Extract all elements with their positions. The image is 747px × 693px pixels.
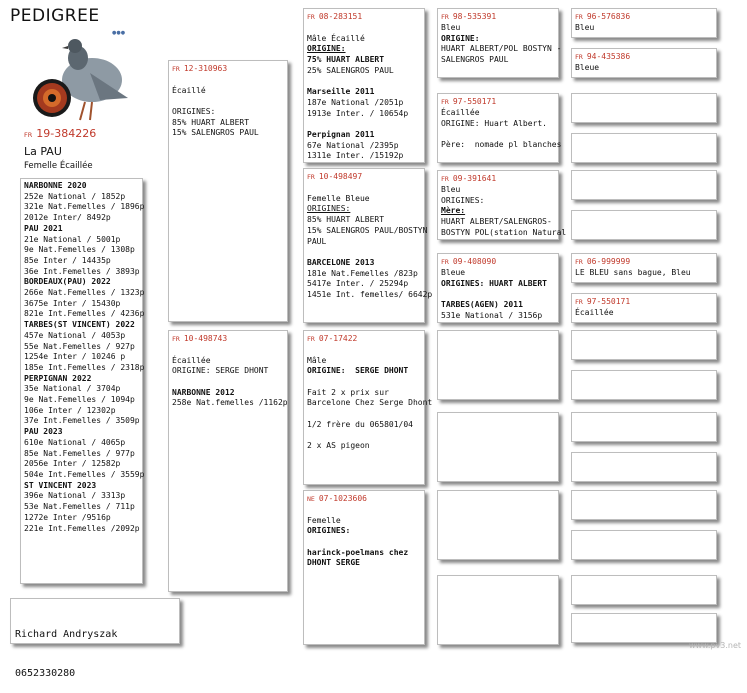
text-line: 36e Int.Femelles / 3893p bbox=[24, 266, 140, 276]
text-line: 2012e Inter/ 8492p bbox=[24, 213, 111, 223]
text-line: 185e Int.Femelles / 2318p bbox=[24, 362, 145, 372]
pedigree-box-g4-11 bbox=[571, 412, 717, 442]
text-line: Père: nomade pl blanches bbox=[441, 140, 562, 150]
text-line: 67e National /2395p bbox=[307, 140, 399, 150]
heading-line: Marseille 2011 bbox=[307, 87, 375, 97]
pedigree-box-g4-6 bbox=[571, 210, 717, 240]
pedigree-box-g4-8 bbox=[571, 293, 717, 323]
text-line: Bleue bbox=[575, 63, 600, 72]
text-line: LE BLEU sans bague, Bleu bbox=[575, 268, 691, 277]
ring-value: 08-283151 bbox=[318, 12, 363, 21]
ring-country: FR bbox=[575, 53, 583, 61]
pedigree-box-g4-13 bbox=[571, 490, 717, 520]
text-line: 1451e Int. femelles/ 6642p bbox=[307, 290, 433, 299]
text-line: 2056e Inter / 12582p bbox=[24, 459, 121, 469]
pedigree-box-g4-15 bbox=[571, 575, 717, 605]
text-line: ORIGINE: SERGE DHONT bbox=[172, 366, 269, 376]
text-line: 9e Nat.Femelles / 1308p bbox=[24, 245, 135, 255]
pedigree-box-sire-dam bbox=[303, 168, 433, 323]
ring-number bbox=[441, 256, 555, 268]
text-line: 37e Int.Femelles / 3509p bbox=[24, 416, 140, 426]
text-line: Bleu bbox=[441, 185, 461, 194]
text-line: 821e Int.Femelles / 4236p bbox=[24, 309, 145, 319]
text-line: 85e Inter / 14435p bbox=[24, 255, 111, 265]
page-title: PEDIGREE bbox=[10, 6, 100, 26]
text-line: 1311e Inter. /15192p bbox=[307, 151, 404, 161]
ring-number bbox=[441, 173, 555, 185]
main-bird-description: Femelle Écaillée bbox=[24, 161, 93, 171]
text-line: 5417e Inter. / 25294p bbox=[307, 279, 409, 289]
ring-value: 12-310963 bbox=[183, 64, 228, 73]
ring-country: FR bbox=[575, 258, 583, 266]
pedigree-box-g4-2 bbox=[571, 48, 717, 78]
pedigree-box-g3-7 bbox=[437, 490, 559, 560]
text-line: 85% HUART ALBERT bbox=[172, 117, 250, 127]
text-line bbox=[172, 345, 284, 356]
ring-number bbox=[307, 333, 421, 345]
heading-line: ORIGINE: bbox=[441, 33, 480, 43]
text-line: Barcelone Chez Serge Dhont bbox=[307, 398, 433, 408]
text-line: 181e Nat.Femelles /823p bbox=[307, 268, 418, 278]
text-line: Écaillé bbox=[172, 85, 206, 95]
owner-name: Richard Andryszak bbox=[15, 629, 118, 640]
heading-line: ORIGINE: bbox=[307, 44, 346, 54]
ring-country: FR bbox=[575, 298, 583, 306]
text-line: Bleue bbox=[441, 268, 466, 277]
text-line: PAUL bbox=[307, 236, 327, 246]
logo: ●●● bbox=[112, 30, 126, 36]
text-line: Mâle bbox=[307, 355, 327, 365]
owner-phone: 0652330280 bbox=[15, 668, 76, 679]
ring-number bbox=[441, 11, 555, 23]
ring-number bbox=[575, 51, 713, 63]
text-line: 15% SALENGROS PAUL/BOSTYN bbox=[307, 225, 428, 235]
text-line: 258e Nat.femelles /1162p bbox=[172, 398, 288, 408]
text-line: 457e National / 4053p bbox=[24, 330, 126, 340]
text-line bbox=[307, 377, 421, 388]
text-line: Bleu bbox=[575, 23, 595, 32]
text-line: 531e National / 3156p bbox=[441, 310, 543, 320]
ring-value: 09-391641 bbox=[452, 174, 497, 183]
text-line: HUART ALBERT/POL BOSTYN - bbox=[441, 44, 562, 54]
heading-line: harinck-poelmans chez bbox=[307, 547, 409, 557]
ring-number bbox=[575, 11, 713, 23]
text-line: 1272e Inter /9516p bbox=[24, 512, 111, 522]
text-line bbox=[307, 431, 421, 442]
ring-country: FR bbox=[441, 258, 449, 266]
text-line: 266e Nat.Femelles / 1323p bbox=[24, 288, 145, 298]
text-line bbox=[307, 119, 421, 130]
ring-country: FR bbox=[172, 335, 180, 343]
ring-number bbox=[307, 171, 421, 183]
text-line: Mâle Écaillé bbox=[307, 33, 365, 43]
ring-value: 10-498743 bbox=[183, 334, 228, 343]
pedigree-box-g3-2 bbox=[437, 93, 562, 163]
pedigree-box-g4-9 bbox=[571, 330, 717, 360]
watermark: www.pv3.net bbox=[688, 641, 741, 650]
text-line bbox=[307, 409, 421, 420]
main-results-box bbox=[20, 178, 143, 584]
heading-line: ORIGINES: HUART ALBERT bbox=[441, 278, 547, 288]
text-line: SALENGROS PAUL bbox=[441, 55, 509, 65]
heading-line: NARBONNE 2020 bbox=[24, 181, 87, 190]
ring-country: FR bbox=[172, 65, 180, 73]
ring-value: 94-435386 bbox=[586, 52, 631, 61]
ring-country: FR bbox=[307, 13, 315, 21]
text-line: Écaillée bbox=[575, 308, 614, 317]
text-line: 85e Nat.Femelles / 977p bbox=[24, 448, 135, 458]
ring-number bbox=[575, 296, 713, 308]
text-line: 1/2 frère du 065801/04 bbox=[307, 419, 413, 429]
heading-line: ST VINCENT 2023 bbox=[24, 480, 97, 490]
ring-value: 09-408090 bbox=[452, 257, 497, 266]
text-line: 221e Int.Femelles /2092p bbox=[24, 523, 140, 533]
text-line: 53e Nat.Femelles / 711p bbox=[24, 502, 135, 512]
ring-value: 10-498497 bbox=[318, 172, 363, 181]
heading-line: Mère: bbox=[441, 206, 466, 216]
heading-line: Perpignan 2011 bbox=[307, 129, 375, 139]
text-line: ORIGINE: Huart Albert. bbox=[441, 118, 547, 128]
text-line: ORIGINES: bbox=[441, 195, 485, 205]
text-line: Femelle Bleue bbox=[307, 193, 370, 203]
heading-line: PAU 2021 bbox=[24, 223, 63, 233]
ring-country: FR bbox=[575, 13, 583, 21]
text-line bbox=[307, 77, 421, 88]
heading-line: ORIGINES: bbox=[307, 526, 351, 536]
main-ring: FR 19-384226 bbox=[24, 127, 97, 140]
text-line: 9e Nat.Femelles / 1094p bbox=[24, 395, 135, 405]
ring-country: FR bbox=[441, 98, 449, 106]
ring-value: 97-550171 bbox=[452, 97, 497, 106]
heading-line: TARBES(ST VINCENT) 2022 bbox=[24, 320, 135, 330]
pedigree-box-g3-6 bbox=[437, 412, 559, 482]
text-line: 1254e Inter / 10246 p bbox=[24, 352, 126, 362]
text-line: 2 x AS pigeon bbox=[307, 441, 370, 451]
pedigree-box-g4-16 bbox=[571, 613, 717, 643]
ring-number bbox=[441, 96, 555, 108]
heading-line: NARBONNE 2012 bbox=[172, 387, 235, 397]
ring-number bbox=[172, 63, 284, 75]
pedigree-box-g4-1 bbox=[571, 8, 717, 38]
pedigree-box-g4-10 bbox=[571, 370, 717, 400]
text-line: 610e National / 4065p bbox=[24, 437, 126, 447]
text-line: 504e Int.Femelles / 3559p bbox=[24, 469, 145, 479]
text-line bbox=[172, 75, 284, 86]
ring-value: 06-999999 bbox=[586, 257, 631, 266]
pedigree-box-dam-sire bbox=[303, 330, 433, 485]
text-line: 321e Nat.Femelles / 1896p bbox=[24, 202, 145, 212]
ring-number bbox=[172, 333, 284, 345]
text-line: Écaillée bbox=[441, 108, 480, 117]
text-line: 252e National / 1852p bbox=[24, 191, 126, 201]
pedigree-box-g4-4 bbox=[571, 133, 717, 163]
text-line: 25% SALENGROS PAUL bbox=[307, 65, 394, 75]
ring-number bbox=[575, 256, 713, 268]
heading-line: PERPIGNAN 2022 bbox=[24, 373, 92, 383]
pedigree-box-g3-4 bbox=[437, 253, 559, 323]
text-line bbox=[441, 129, 555, 140]
pedigree-box-g4-14 bbox=[571, 530, 717, 560]
main-bird-name: La PAU bbox=[24, 145, 62, 158]
text-line: 3675e Inter / 15430p bbox=[24, 298, 121, 308]
pigeon-photo bbox=[30, 28, 130, 124]
pedigree-box-dam-dam bbox=[303, 490, 425, 645]
pedigree-box-sire-sire bbox=[303, 8, 425, 163]
pedigree-box-g3-1 bbox=[437, 8, 562, 78]
ring-value: 07-1023606 bbox=[318, 494, 367, 503]
text-line: Bleu bbox=[441, 23, 461, 32]
heading-line: TARBES(AGEN) 2011 bbox=[441, 300, 523, 310]
text-line: HUART ALBERT/SALENGROS- bbox=[441, 217, 552, 227]
pedigree-box-g4-3 bbox=[571, 93, 717, 123]
ring-value: 96-576836 bbox=[586, 12, 631, 21]
pedigree-box-g4-7 bbox=[571, 253, 717, 283]
ring-country: FR bbox=[307, 173, 315, 181]
heading-line: 75% HUART ALBERT bbox=[307, 55, 385, 65]
text-line: ORIGINES: bbox=[172, 107, 216, 117]
text-line: Femelle bbox=[307, 515, 341, 525]
ring-country: FR bbox=[441, 13, 449, 21]
text-line bbox=[172, 377, 284, 388]
heading-line: ORIGINE: SERGE DHONT bbox=[307, 366, 409, 376]
text-line: 21e National / 5001p bbox=[24, 234, 121, 244]
text-line: 396e National / 3313p bbox=[24, 491, 126, 501]
text-line: ORIGINES: bbox=[307, 204, 351, 214]
text-line bbox=[172, 96, 284, 107]
text-line bbox=[441, 289, 555, 300]
pedigree-box-g4-12 bbox=[571, 452, 717, 482]
heading-line: DHONT SERGE bbox=[307, 558, 360, 568]
text-line bbox=[307, 183, 421, 194]
text-line: 55e Nat.Femelles / 927p bbox=[24, 341, 135, 351]
pedigree-box-g3-8 bbox=[437, 575, 559, 645]
text-line: Fait 2 x prix sur bbox=[307, 387, 389, 397]
text-line: 106e Inter / 12302p bbox=[24, 405, 116, 415]
pedigree-box-mother bbox=[168, 330, 288, 592]
text-line: Écaillée bbox=[172, 355, 211, 365]
ring-country: FR bbox=[441, 175, 449, 183]
owner-box bbox=[10, 598, 180, 679]
pedigree-box-father bbox=[168, 60, 288, 322]
text-line bbox=[307, 247, 421, 258]
text-line bbox=[307, 505, 421, 516]
text-line: 15% SALENGROS PAUL bbox=[172, 128, 259, 138]
heading-line: BORDEAUX(PAU) 2022 bbox=[24, 277, 111, 287]
heading-line: BARCELONE 2013 bbox=[307, 257, 375, 267]
ring-country: NE bbox=[307, 495, 315, 503]
heading-line: PAU 2023 bbox=[24, 427, 63, 437]
text-line bbox=[307, 23, 421, 34]
text-line: 187e National /2051p bbox=[307, 97, 404, 107]
text-line bbox=[307, 345, 421, 356]
ring-value: 07-17422 bbox=[318, 334, 358, 343]
pedigree-box-g3-3 bbox=[437, 170, 567, 240]
text-line: 35e National / 3704p bbox=[24, 384, 121, 394]
pedigree-box-g4-5 bbox=[571, 170, 717, 200]
ring-number bbox=[307, 493, 421, 505]
ring-country: FR bbox=[307, 335, 315, 343]
pedigree-box-g3-5 bbox=[437, 330, 559, 400]
text-line: BOSTYN POL(station Natural bbox=[441, 227, 567, 237]
ring-number bbox=[307, 11, 421, 23]
text-line bbox=[307, 537, 421, 548]
text-line: 85% HUART ALBERT bbox=[307, 215, 385, 225]
ring-value: 98-535391 bbox=[452, 12, 497, 21]
text-line: 1913e Inter. / 10654p bbox=[307, 108, 409, 118]
ring-value: 97-550171 bbox=[586, 297, 631, 306]
